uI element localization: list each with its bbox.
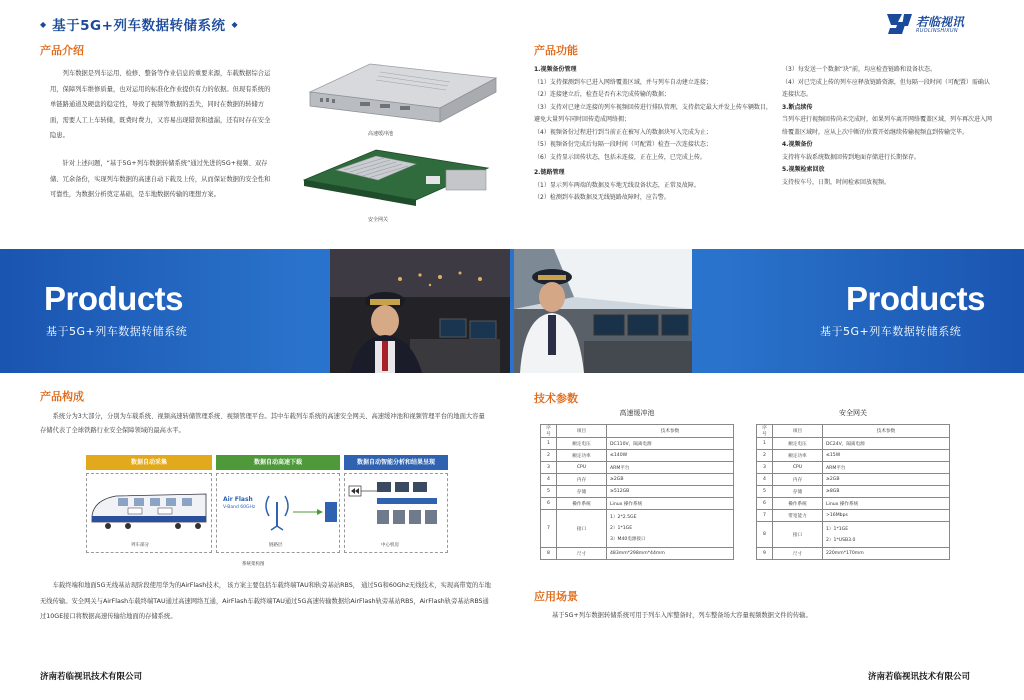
table-cell: 额定功率	[773, 450, 823, 462]
table-cell: 存储	[773, 486, 823, 498]
table-row	[757, 522, 950, 548]
function-heading: 1.视频备份管理	[534, 66, 577, 73]
diagram-header-download: 数据自动高速下载	[216, 455, 340, 470]
driver-cab-photo-2	[514, 249, 692, 373]
table-cell-ports	[607, 510, 734, 548]
scenario-text: 基于5G+列车数据转储系统可用于列车入库整备时，列车整备场大容量视频数据文件的传输。	[552, 612, 812, 619]
table-cell: 额定功率	[557, 450, 607, 462]
composition-title: 产品构成	[40, 390, 84, 403]
diagram-center-section	[344, 473, 448, 553]
table-cell: DC24V，隔离电源	[823, 438, 950, 450]
vband-label: V-Band 60GHz	[223, 505, 256, 510]
table-cell: 2	[757, 450, 773, 462]
logo-text-en: RUOLINSHIXUN	[916, 28, 958, 34]
diagram-train-section	[86, 473, 212, 553]
buffer-pool-caption: 高速缓冲池	[368, 131, 394, 137]
table-cell: CPU	[557, 462, 607, 474]
table-cell: 220mm*170mm	[823, 548, 950, 560]
function-item: 当列车进行视频回传尚未完成时，如果列车离开网络覆盖区域，列车再次进入网络覆盖区域时，应从上次中断的位置开始继续传输视频直到传输完毕。	[782, 116, 993, 136]
function-item: （4）对已完成上传的列车应释放链路资源，但每隔一段时间（可配置）需确认连接状态。	[782, 78, 990, 98]
page-header	[40, 14, 280, 34]
function-heading: 5.视频检索回放	[782, 166, 825, 173]
table-row	[757, 486, 950, 498]
table-cell: 带宽能力	[773, 510, 823, 522]
diagram-caption: 系统架构图	[242, 562, 265, 567]
table-cell: Linux 操作系统	[823, 498, 950, 510]
table-cell: ARM平台	[823, 462, 950, 474]
diamond-icon: ◆	[40, 19, 47, 29]
table-cell: 接口	[773, 522, 823, 548]
company-logo	[884, 12, 994, 38]
table-cell: 3	[757, 462, 773, 474]
table-cell: 6	[757, 498, 773, 510]
function-item: 支持将车载系统数据回传到地面存储进行长期保存。	[782, 153, 921, 161]
table-cell: 内存	[557, 474, 607, 486]
port-value: 3）M40电源接口	[610, 537, 646, 542]
table-row	[757, 510, 950, 522]
table-cell: ≥2GB	[607, 474, 734, 486]
table-cell: 内存	[773, 474, 823, 486]
table-row	[757, 438, 950, 450]
function-item: （3）支持对已建立连接的列车视频回传进行排队管理，支持指定最大并发上传车辆数目，避免大量列车同时回传造成网络拥；	[534, 103, 772, 123]
port-value: 2）1*USB3.0	[826, 537, 856, 543]
function-heading: 3.断点续传	[782, 103, 813, 111]
function-item: （5）视频备份完成后每隔一段时间（可配置）检查一次连接状态；	[534, 141, 712, 148]
table-cell: 操作系统	[557, 498, 607, 510]
composition-paragraph: 车载终端和地面5G无线基站现阶段使用华为的AirFlash技术， 该方案主要包括车载终端TAU和轨旁基站RBS， 通过5G和60Ghz无线技术，实现高带宽的车地无线传输。安全网关与AirFlash车载终端TAU通过高速网络互通，AirFlash车载终端TAU通过5G高速传输数据给AirFlash轨旁基站RBS，AirFlash轨旁基站RBS通过10GE接口将数据高速传输给地面的存储系统。	[40, 582, 491, 620]
label-link-layer: 链路层	[269, 543, 283, 548]
table-cell: 483mm*298mm*44mm	[607, 548, 734, 560]
table-row	[541, 498, 734, 510]
buffer-pool-table-title: 高速缓冲池	[619, 409, 655, 417]
function-item: （6）支持显示回传状态，包括未连接，正在上传，已完成上传。	[534, 153, 706, 161]
table-cell: 尺寸	[773, 548, 823, 560]
table-cell-ports	[823, 522, 950, 548]
scenario-title: 应用场景	[534, 590, 578, 603]
banner-products-right: Products	[846, 280, 986, 317]
table-cell: 额定电压	[773, 438, 823, 450]
table-row	[757, 450, 950, 462]
antenna-icon	[259, 486, 339, 536]
footer-company-right: 济南若临视讯技术有限公司	[868, 672, 971, 682]
table-cell: 6	[541, 498, 557, 510]
logo-mark-icon	[884, 12, 914, 36]
table-header-cell: 技术参数	[607, 425, 734, 438]
table-cell: >16Mbps	[823, 510, 950, 522]
table-row	[541, 510, 734, 548]
table-header-cell: 技术参数	[823, 425, 950, 438]
table-cell: 9	[757, 548, 773, 560]
port-value: 2）1*1GE	[610, 526, 633, 531]
buffer-pool-image	[300, 52, 500, 126]
table-cell: 2	[541, 450, 557, 462]
function-heading: 4.视频备份	[782, 141, 813, 148]
table-row	[541, 474, 734, 486]
composition-intro: 系统分为3大部分，分别为车载系统、视频高速转储管理系统、视频管理平台。其中车载列车系统的高速安全网关、高速缓冲池和视频管理平台的地面大容量存储代表了全球铁路行业安全保障领域的最高水平。	[40, 413, 485, 434]
table-cell: 4	[541, 474, 557, 486]
table-header-cell: 项目	[773, 425, 823, 438]
function-item: （2）连接建立后，检查是否有未完成传输的数据；	[534, 91, 670, 98]
intro-paragraph-2: 针对上述问题，“基于5G+列车数据转储系统”通过先进的5G+视频、双存储、冗余备份，实现列车数据的高速自动下载及上传，从而保证数据的安全性和可靠性，为数据分析奠定基础，是车地数据传输的理想方案。	[50, 160, 271, 198]
table-cell: 4	[757, 474, 773, 486]
table-cell: 7	[757, 510, 773, 522]
table-row	[541, 438, 734, 450]
function-item: （2）检测到车载数据及无线链路故障时，应告警。	[534, 194, 670, 201]
table-row	[757, 498, 950, 510]
table-cell: 8	[757, 522, 773, 548]
table-row	[541, 462, 734, 474]
function-item: （1）显示列车两端的数据及车地无线设备状态，正常及故障。	[534, 181, 700, 189]
table-cell: 5	[541, 486, 557, 498]
security-gateway-caption: 安全网关	[368, 217, 389, 223]
page-title: 基于5G+列车数据转储系统	[52, 18, 226, 34]
table-cell: ARM平台	[607, 462, 734, 474]
table-cell: 1	[541, 438, 557, 450]
diamond-icon: ◆	[231, 19, 238, 29]
table-cell: CPU	[773, 462, 823, 474]
table-row	[757, 474, 950, 486]
functions-title: 产品功能	[534, 44, 578, 57]
table-row	[541, 486, 734, 498]
footer-company-left: 济南若临视讯技术有限公司	[40, 672, 143, 682]
system-architecture-diagram	[86, 455, 448, 555]
table-cell: ≤140W	[607, 450, 734, 462]
table-cell: 尺寸	[557, 548, 607, 560]
table-cell: Linux 操作系统	[607, 498, 734, 510]
port-value: 1）1*1GE	[826, 526, 849, 532]
table-cell: 1	[757, 438, 773, 450]
table-cell: 3	[541, 462, 557, 474]
table-cell: ≥8GB	[823, 486, 950, 498]
table-cell: 存储	[557, 486, 607, 498]
banner-products-left: Products	[44, 280, 184, 317]
diagram-header-collect: 数据自动采集	[86, 455, 212, 470]
functions-column-1	[534, 64, 774, 205]
airflash-label: Air Flash	[223, 496, 253, 503]
security-gateway-spec-table	[756, 424, 950, 560]
table-cell: 额定电压	[557, 438, 607, 450]
table-header-cell: 项目	[557, 425, 607, 438]
label-center-room: 中心机房	[381, 543, 399, 548]
function-item: （3）每发送一个数据“块”前，均应检查链路和设备状态。	[782, 66, 937, 73]
table-header-cell: 序号	[541, 425, 557, 438]
table-cell: 操作系统	[773, 498, 823, 510]
banner-subtitle-right: 基于5G+列车数据转储系统	[820, 325, 962, 338]
function-item: （1）支持探测到车已进入网络覆盖区域，并与列车自动建立连接；	[534, 78, 712, 86]
driver-cab-photo-1	[330, 249, 510, 373]
intro-paragraph-1: 列车数据是列车运用、检修、整备等作业信息的重要来源，车载数据综合运用，保障列车维修质量，也对运用的标准化作业提供有力的依据。但现有系统的单链路通道及硬盘的稳定性，导致了视频等数据的丢失，同时在数据的转储方面，需要人工上车转储，既费时费力，又容易出现错误和遗漏，还有时存在安全隐患。	[50, 70, 271, 139]
label-train-part: 列车部分	[131, 543, 149, 548]
intro-title: 产品介绍	[40, 44, 84, 57]
table-cell: 接口	[557, 510, 607, 548]
functions-column-2	[782, 64, 994, 189]
table-cell: 5	[757, 486, 773, 498]
logo-text-cn: 若临视讯	[916, 15, 965, 29]
table-header-row	[541, 425, 734, 438]
buffer-pool-spec-table	[540, 424, 734, 560]
table-cell: ≤15W	[823, 450, 950, 462]
table-cell: ≥512GB	[607, 486, 734, 498]
table-header-row	[757, 425, 950, 438]
table-row	[541, 450, 734, 462]
table-header-cell: 序号	[757, 425, 773, 438]
function-item: （4）视频备份过程进行到当前正在被写入的数据块写入完成为止；	[534, 128, 712, 136]
table-cell: 8	[541, 548, 557, 560]
banner-subtitle-left: 基于5G+列车数据转储系统	[46, 325, 188, 338]
table-cell: ≥2GB	[823, 474, 950, 486]
specs-title: 技术参数	[534, 392, 578, 405]
diagram-header-analysis: 数据自动智能分析和结果呈现	[344, 455, 448, 470]
table-row	[541, 548, 734, 560]
table-cell: 7	[541, 510, 557, 548]
diagram-link-section	[216, 473, 340, 553]
function-heading: 2.链路管理	[534, 169, 565, 176]
port-value: 1）2*2.5GE	[610, 515, 637, 520]
security-gateway-image	[296, 140, 496, 212]
table-row	[757, 462, 950, 474]
table-cell: DC110V，隔离电源	[607, 438, 734, 450]
table-row	[757, 548, 950, 560]
function-item: 支持按车号，日期，时间检索回放视频。	[782, 178, 891, 186]
security-gateway-table-title: 安全网关	[839, 409, 867, 417]
